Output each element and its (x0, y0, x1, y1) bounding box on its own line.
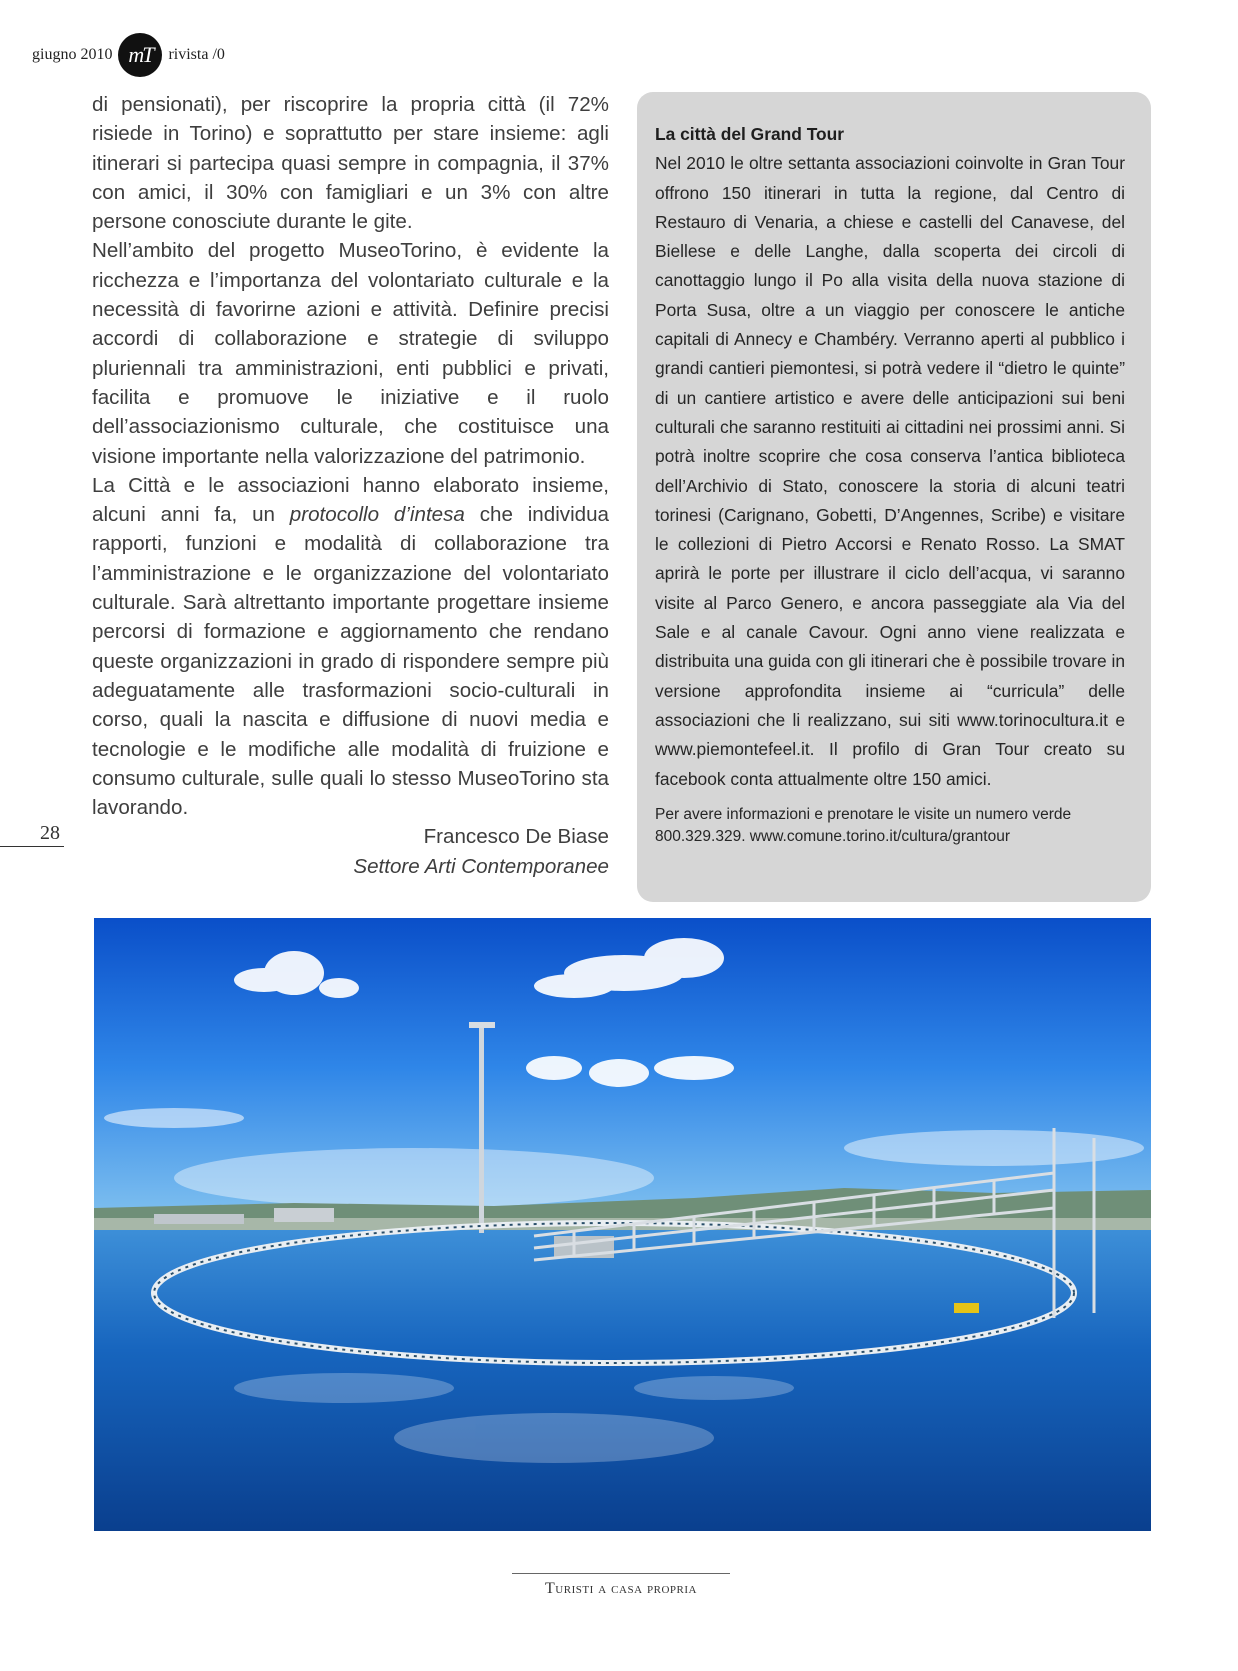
running-footer: Turisti a casa propria (545, 1580, 697, 1597)
footer-rule (512, 1573, 730, 1574)
issue-date: giugno 2010 (32, 46, 113, 63)
paragraph-text: che individua rapporti, funzioni e modalità di collaborazione tra l’amministrazione e le organizzazione del volontariato culturale. Sarà altrettanto importante progettare insieme percorsi di formazione e aggiornamento che rendano queste organizzazioni in grado di rispondere sempre più adeguatamente alle trasformazioni socio-culturali in corso, quali la nascita e diffusione di nuovi media e tecnologie e le modifiche alle modalità di fruizione e consumo culturale, sulle quali lo stesso MuseoTorino sta lavorando. (92, 503, 610, 820)
yellow-float (954, 1303, 979, 1313)
issue-label: rivista /0 (168, 46, 225, 63)
logo-lettering: mT (128, 42, 153, 67)
page-header (32, 30, 225, 80)
light-pole (479, 1028, 484, 1233)
page-number: 28 (40, 822, 60, 844)
article-paragraph-2: Nell’ambito del progetto MuseoTorino, è evidente la ricchezza e l’importanza del volontariato culturale e la necessità di favorirne azioni e attività. Definire precisi accordi di collaborazione e strategie di sviluppo pluriennali tra amministrazioni, enti pubblici e privati, facilita e promuove le iniziative e il ruolo dell’associazionismo culturale, che costituisce una visione importante nella valorizzazione del patrimonio. (92, 239, 609, 468)
distant-buildings (274, 1208, 334, 1222)
page-number-rule (0, 846, 64, 847)
sidebar-box (637, 92, 1151, 902)
water-treatment-photo (94, 918, 1151, 1531)
author-role: Settore Arti Contemporanee (353, 854, 609, 878)
article-paragraph-1: di pensionati), per riscoprire la propria città (il 72% risiede in Torino) e soprattutto per stare insieme: agli itinerari si partecipa quasi sempre in compagnia, il 37% con amici, il 30% con famigliari e un 3% con altre persone conosciute durante le gite. (92, 93, 609, 234)
article-paragraph-3 (92, 471, 609, 823)
sidebar-body: Nel 2010 le oltre settanta associazioni coinvolte in Gran Tour offrono 150 itinerari in tutta la regione, dal Centro di Restauro di Venaria, a chiese e castelli del Canavese, del Biellese e delle Langhe, dalla scoperta dei circoli di canottaggio lungo il Po alla visita della nuova stazione di Porta Susa, oltre a un viaggio per conoscere le antiche capitali di Annecy e Chambéry. Verranno aperti al pubblico i grandi cantieri piemontesi, si potrà vedere il “dietro le quinte” di un cantiere artistico e avere delle anticipazioni sui beni culturali che saranno restituiti ai cittadini nei prossimi anni. Si potrà inoltre scoprire che cosa conserva l’antica biblioteca dell’Archivio di Stato, conoscere la storia di alcuni teatri torinesi (Carignano, Gobetti, D’Angennes, Scribe) e visitare le collezioni di Pietro Accorsi e Renato Rosso. La SMAT aprirà le porte per illustrare il ciclo dell’acqua, vi saranno visite al Parco Genero, e ancora passeggiate ala Via del Sale e al canale Cavour. Ogni anno viene realizzata e distribuita una guida con gli itinerari che è possibile trovare in versione approfondita insieme ai “curricula” delle associazioni che li realizzano, sui siti www.torinocultura.it e www.piemontefeel.it. Il profilo di Gran Tour creato su facebook conta attualmente oltre 150 amici. (655, 153, 1125, 789)
emphasized-term: protocollo d’intesa (289, 503, 465, 527)
sidebar-contact-note: Per avere informazioni e prenotare le visite un numero verde 800.329.329. www.comune.torino.it/cultura/grantour (655, 805, 1072, 845)
author-signature (92, 822, 609, 881)
paragraph-text: La Città e le associazioni hanno elaborato insieme, alcuni anni fa, un (92, 473, 609, 527)
magazine-logo (118, 33, 162, 77)
author-name: Francesco De Biase (423, 825, 609, 849)
article-column (92, 90, 609, 881)
sidebar-title: La città del Grand Tour (655, 124, 845, 144)
